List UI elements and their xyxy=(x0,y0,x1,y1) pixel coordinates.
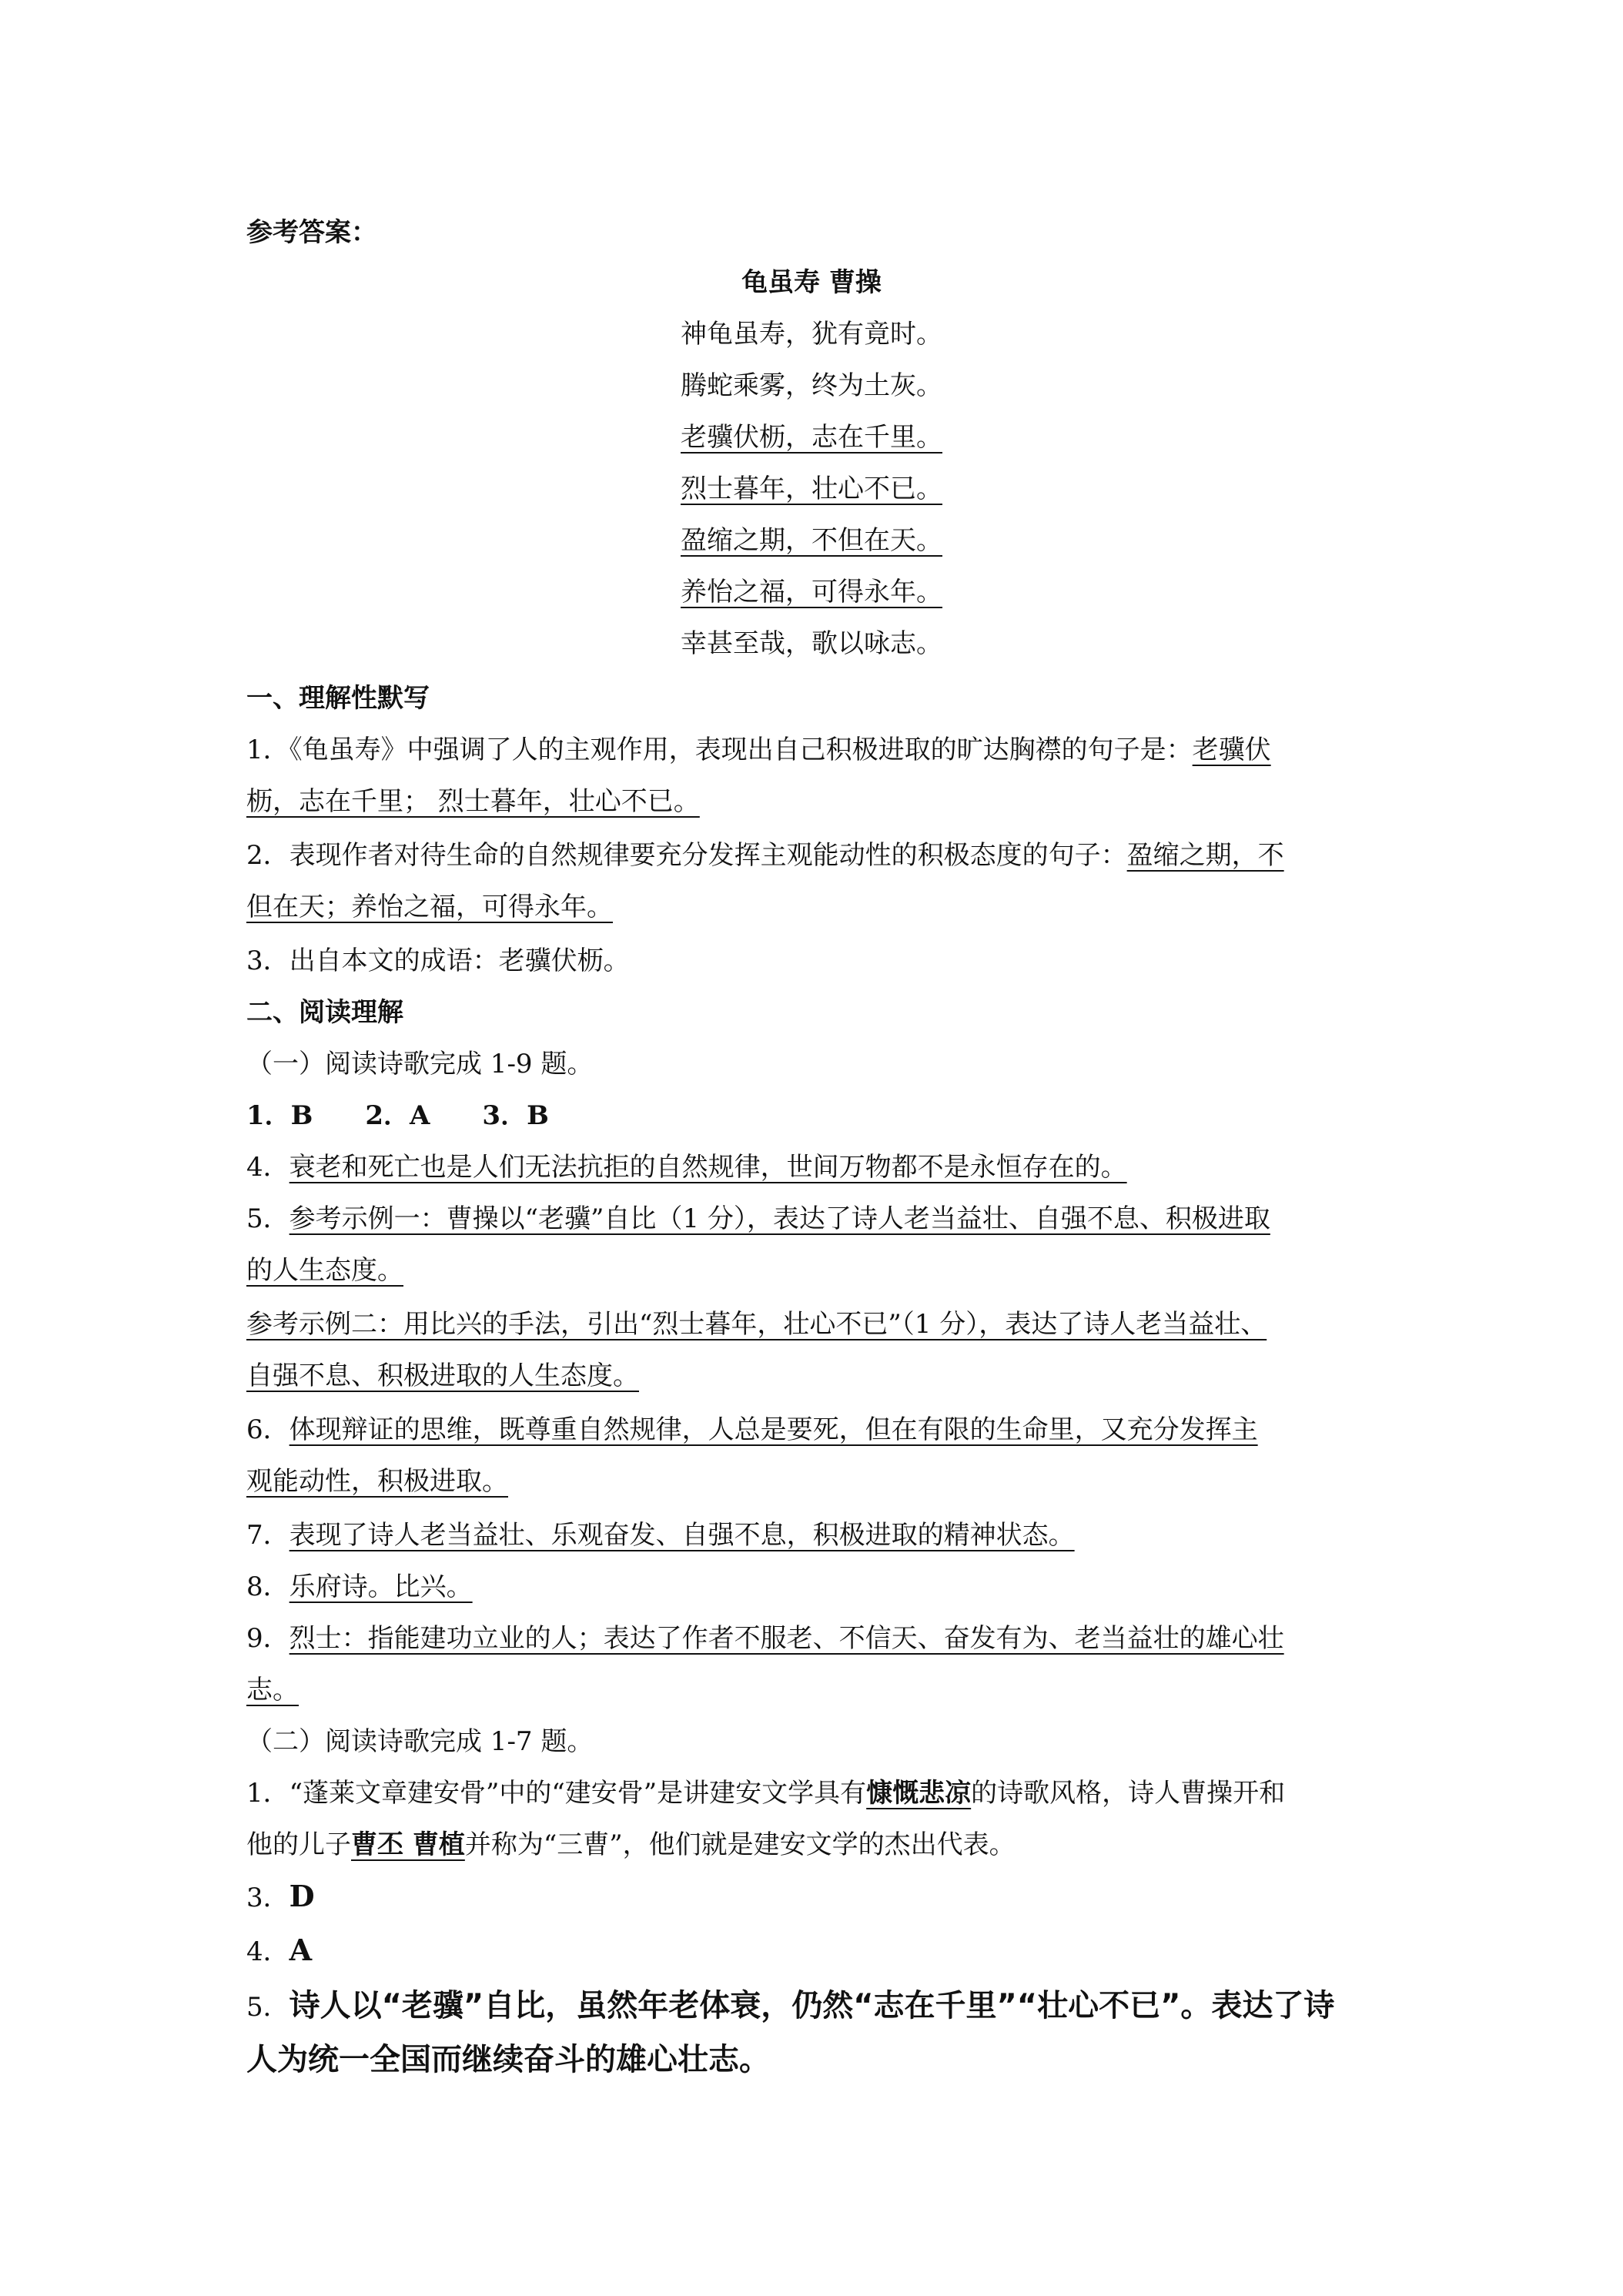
answer-8 xyxy=(246,1570,473,1604)
q2-answer-part1: 盈缩之期，不 xyxy=(1126,840,1284,871)
answer-9-line2 xyxy=(246,1673,299,1707)
section2-heading: 二、阅读理解 xyxy=(246,997,403,1028)
b1-text: 并称为“三曹”，他们就是建安文学的杰出代表。 xyxy=(464,1829,1016,1860)
answer-6-line2 xyxy=(246,1464,508,1498)
answer-6-line1 xyxy=(246,1413,1258,1447)
answer-4-text: 衰老和死亡也是人们无法抗拒的自然规律，世间万物都不是永恒存在的。 xyxy=(289,1152,1127,1183)
poem-line: 幸甚至哉，歌以咏志。 xyxy=(681,628,942,659)
poem-line-text: 养怡之福，可得永年。 xyxy=(681,577,942,607)
answer-8-text: 乐府诗。比兴。 xyxy=(289,1571,473,1602)
b3-answer xyxy=(246,1879,315,1915)
answer-5-line3 xyxy=(246,1307,1267,1341)
q1-answer-part1: 老骥伏 xyxy=(1192,735,1271,765)
b4-answer xyxy=(246,1933,312,1969)
answer-5-num: 5． xyxy=(246,1203,289,1234)
answer-5-text: 参考示例一：曹操以“老骥”自比（1 分），表达了诗人老当益壮、自强不息、积极进取 xyxy=(289,1203,1270,1234)
answer-8-num: 8． xyxy=(246,1571,289,1602)
answer-6-text: 观能动性，积极进取。 xyxy=(246,1466,508,1497)
answer-7-text: 表现了诗人老当益壮、乐观奋发、自强不息，积极进取的精神状态。 xyxy=(289,1520,1075,1551)
b5-text: 人为统一全国而继续奋斗的雄心壮志。 xyxy=(246,2042,770,2077)
poem-line xyxy=(0,524,1623,557)
answer-6-num: 6． xyxy=(246,1414,289,1445)
b1-text: 的诗歌风格，诗人曹操开和 xyxy=(971,1778,1286,1809)
b3-num: 3． xyxy=(246,1883,289,1913)
poem-line xyxy=(0,420,1623,454)
answer-4 xyxy=(246,1150,1127,1184)
answer-5-line2 xyxy=(246,1253,403,1287)
answer-7 xyxy=(246,1518,1075,1552)
q1-line2 xyxy=(246,785,700,818)
answer-6-text: 体现辩证的思维，既尊重自然规律，人总是要死，但在有限的生命里，又充分发挥主 xyxy=(289,1414,1258,1445)
answer-9-line1 xyxy=(246,1622,1284,1655)
answer-9-text: 志。 xyxy=(246,1675,299,1705)
q1-prefix: 1．《龟虽寿》中强调了人的主观作用，表现出自己积极进取的旷达胸襟的句子是： xyxy=(246,735,1193,765)
section1-heading: 一、理解性默写 xyxy=(246,683,430,714)
q2-line1 xyxy=(246,838,1284,872)
b4-letter: A xyxy=(289,1933,313,1967)
q1-answer-part2: 枥，志在千里； 烈士暮年，壮心不已。 xyxy=(246,786,700,817)
poem-line: 腾蛇乘雾，终为土灰。 xyxy=(681,370,942,401)
b1-line1 xyxy=(246,1776,1285,1810)
poem-title: 龟虽寿 曹操 xyxy=(741,267,882,298)
poem-line: 神龟虽寿，犹有竟时。 xyxy=(681,319,942,350)
b5-text: 诗人以“老骥”自比，虽然年老体衰，仍然“志在千里”“壮心不已”。表达了诗 xyxy=(289,1988,1335,2023)
b1-blank-style: 慷慨悲凉 xyxy=(866,1778,972,1809)
part2-label: （二）阅读诗歌完成 1-7 题。 xyxy=(246,1726,594,1757)
poem-line-text: 老骥伏枥，志在千里。 xyxy=(681,422,942,453)
answer-key-heading: 参考答案： xyxy=(246,217,377,248)
q2-answer-part2: 但在天；养怡之福，可得永年。 xyxy=(246,892,613,922)
b5-line1 xyxy=(246,1985,1334,2027)
b1-line2 xyxy=(246,1828,1016,1862)
answer-5-text: 自强不息、积极进取的人生态度。 xyxy=(246,1361,639,1391)
b3-letter: D xyxy=(289,1879,315,1913)
answer-5-text: 的人生态度。 xyxy=(246,1255,403,1286)
poem-line-text: 烈士暮年，壮心不已。 xyxy=(681,474,942,504)
b5-num: 5． xyxy=(246,1992,289,2023)
q1-line1 xyxy=(246,733,1271,767)
q3-line: 3．出自本文的成语：老骥伏枥。 xyxy=(246,946,630,976)
b1-text: 他的儿子 xyxy=(246,1829,351,1860)
b1-blank-names: 曹丕 曹植 xyxy=(351,1829,465,1860)
b4-num: 4． xyxy=(246,1936,289,1967)
answer-5-line1 xyxy=(246,1202,1270,1236)
answer-9-text: 烈士：指能建功立业的人；表达了作者不服老、不信天、奋发有为、老当益壮的雄心壮 xyxy=(289,1623,1284,1654)
answer-4-num: 4． xyxy=(246,1152,289,1183)
b5-line2 xyxy=(246,2039,770,2080)
answer-7-num: 7． xyxy=(246,1520,289,1551)
b1-text: 1．“蓬莱文章建安骨”中的“建安骨”是讲建安文学具有 xyxy=(246,1778,867,1809)
answer-9-num: 9． xyxy=(246,1623,289,1654)
answer-5-line4 xyxy=(246,1359,639,1393)
part1-label: （一）阅读诗歌完成 1-9 题。 xyxy=(246,1049,594,1079)
poem-line-text: 盈缩之期，不但在天。 xyxy=(681,525,942,556)
poem-line xyxy=(0,575,1623,609)
q2-prefix: 2．表现作者对待生命的自然规律要充分发挥主观能动性的积极态度的句子： xyxy=(246,840,1127,871)
q2-line2 xyxy=(246,890,613,924)
poem-line xyxy=(0,472,1623,506)
answer-5-text: 参考示例二：用比兴的手法，引出“烈士暮年，壮心不已”（1 分），表达了诗人老当益壮、 xyxy=(246,1309,1267,1340)
mc-answers: 1．B 2．A 3．B xyxy=(246,1100,549,1131)
